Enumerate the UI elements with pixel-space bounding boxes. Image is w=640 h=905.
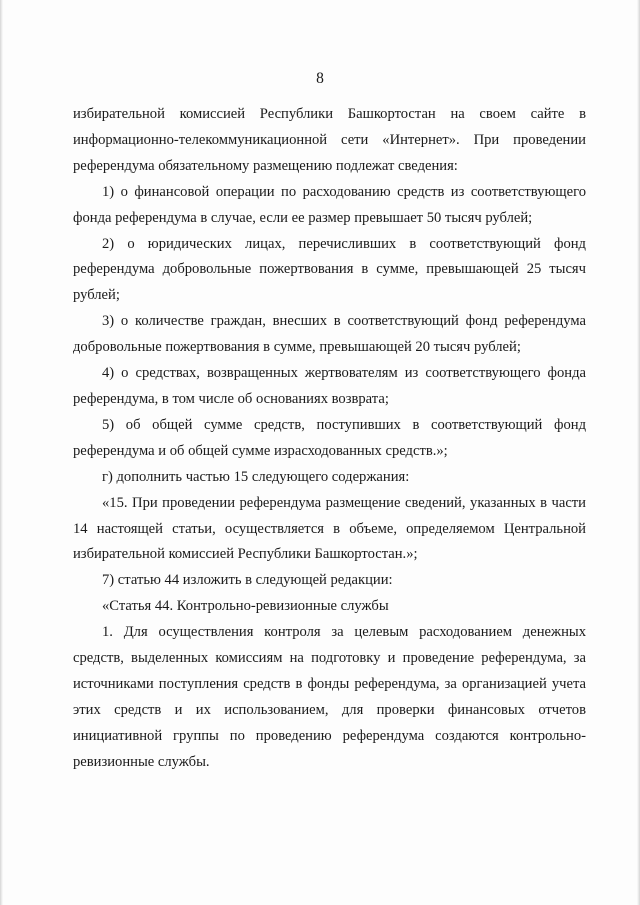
- amendment-item-g: г) дополнить частью 15 следующего содержания:: [102, 468, 410, 485]
- page-edge-left: [0, 0, 3, 905]
- paragraph-continuation: избирательной комиссией Республики Башкортостан на своем сайте в информационно-телекоммуникационной сети «Интернет». При проведении референдума обязательному размещению подлежат сведения:: [73, 106, 586, 174]
- amendment-item-7: 7) статью 44 изложить в следующей редакции:: [102, 572, 393, 589]
- new-part-15: «15. При проведении референдума размещение сведений, указанных в части 14 настоящей статьи, осуществляется в объеме, определяемом Центральной избирательной комиссией Республики Башкортостан.»;: [73, 494, 586, 563]
- list-item-2: 2) о юридических лицах, перечисливших в соответствующий фонд референдума добровольные пожертвования в сумме, превышающей 25 тысяч рублей;: [73, 235, 586, 304]
- list-item-1: 1) о финансовой операции по расходованию средств из соответствующего фонда референдума в случае, если ее размер превышает 50 тысяч рублей;: [73, 183, 586, 226]
- article-44-heading: «Статья 44. Контрольно-ревизионные службы: [102, 598, 389, 615]
- page-number: 8: [316, 70, 324, 87]
- list-item-5: 5) об общей сумме средств, поступивших в соответствующий фонд референдума и об общей сумме израсходованных средств.»;: [73, 416, 586, 459]
- article-44-part-1: 1. Для осуществления контроля за целевым расходованием денежных средств, выделенных комиссиям на подготовку и проведение референдума, за источниками поступления средств в фонды референдума, за организацией учета этих средств и их использованием, для проверки финансовых отчетов инициативной группы по проведению референдума создаются контрольно-ревизионные службы.: [73, 624, 586, 770]
- list-item-4: 4) о средствах, возвращенных жертвователям из соответствующего фонда референдума, в том числе об основаниях возврата;: [73, 365, 586, 407]
- list-item-3: 3) о количестве граждан, внесших в соответствующий фонд референдума добровольные пожертвования в сумме, превышающей 20 тысяч рублей;: [73, 313, 586, 356]
- document-body: [73, 102, 586, 776]
